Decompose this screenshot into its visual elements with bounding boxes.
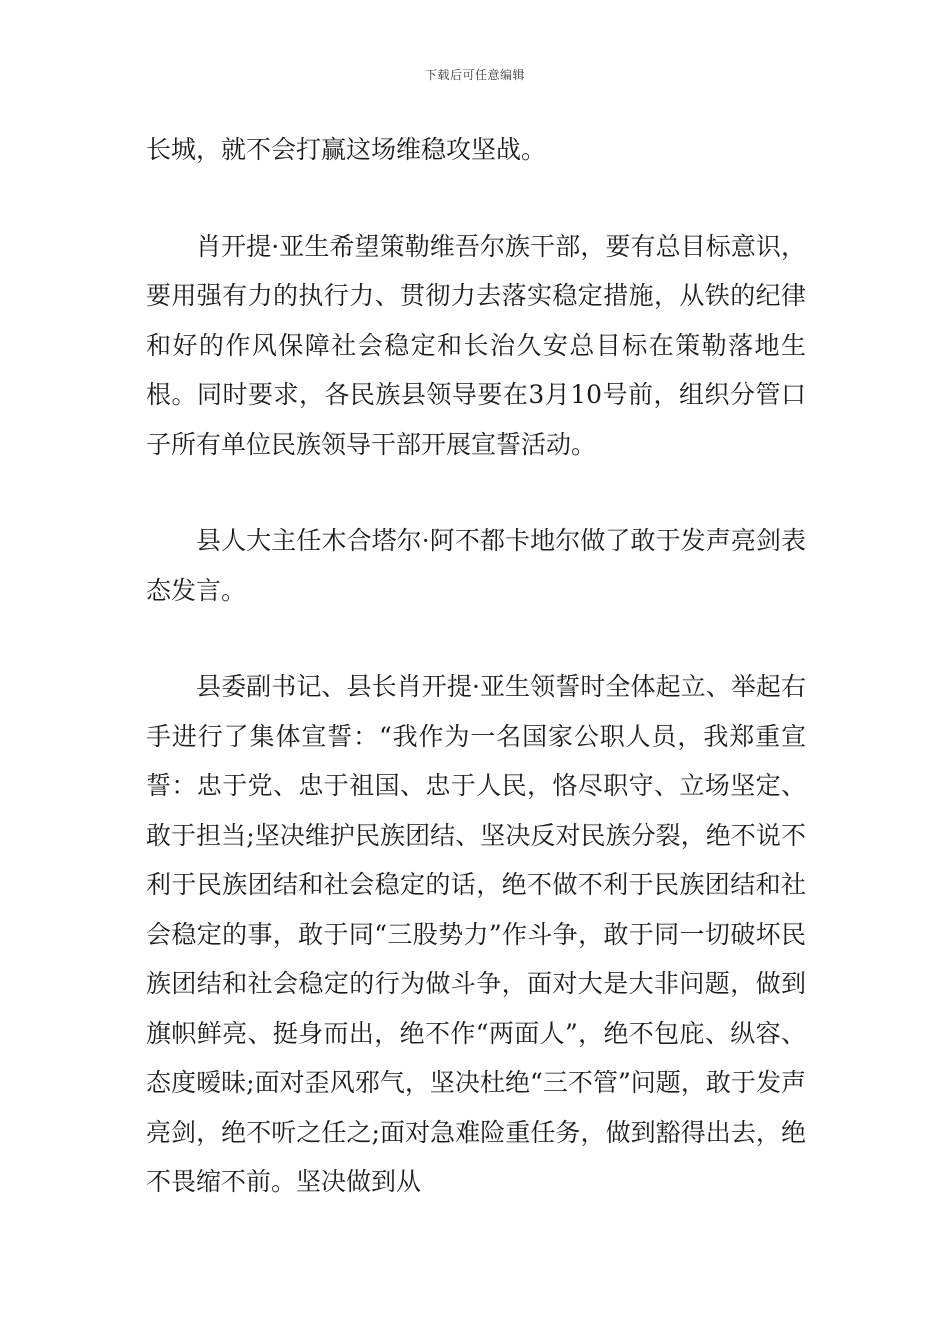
document-body [146,125,806,1207]
paragraph-oath: 县委副书记、县长肖开提·亚生领誓时全体起立、举起右手进行了集体宣誓：“我作为一名国家公职人员，我郑重宣誓：忠于党、忠于祖国、忠于人民，恪尽职守、立场坚定、敢于担当;坚决维护民族团结、坚决反对民族分裂，绝不说不利于民族团结和社会稳定的话，绝不做不利于民族团结和社会稳定的事，敢于同“三股势力”作斗争，敢于同一切破坏民族团结和社会稳定的行为做斗争，面对大是大非问题，做到旗帜鲜亮、挺身而出，绝不作“两面人”，绝不包庇、纵容、态度暧昧;面对歪风邪气，坚决杜绝“三不管”问题，敢于发声亮剑，绝不听之任之;面对急难险重任务，做到豁得出去，绝不畏缩不前。坚决做到从 [146,672,806,1196]
paragraph-leader-request: 肖开提·亚生希望策勒维吾尔族干部，要有总目标意识，要用强有力的执行力、贯彻力去落实稳定措施，从铁的纪律和好的作风保障社会稳定和长治久安总目标在策勒落地生根。同时要求，各民族县领导要在3月10号前，组织分管口子所有单位民族领导干部开展宣誓活动。 [146,231,806,459]
paragraph-continuation: 长城，就不会打赢这场维稳攻坚战。 [146,135,547,164]
paragraph-statement: 县人大主任木合塔尔·阿不都卡地尔做了敢于发声亮剑表态发言。 [146,526,806,605]
page-header: 下载后可任意编辑 [424,68,525,82]
